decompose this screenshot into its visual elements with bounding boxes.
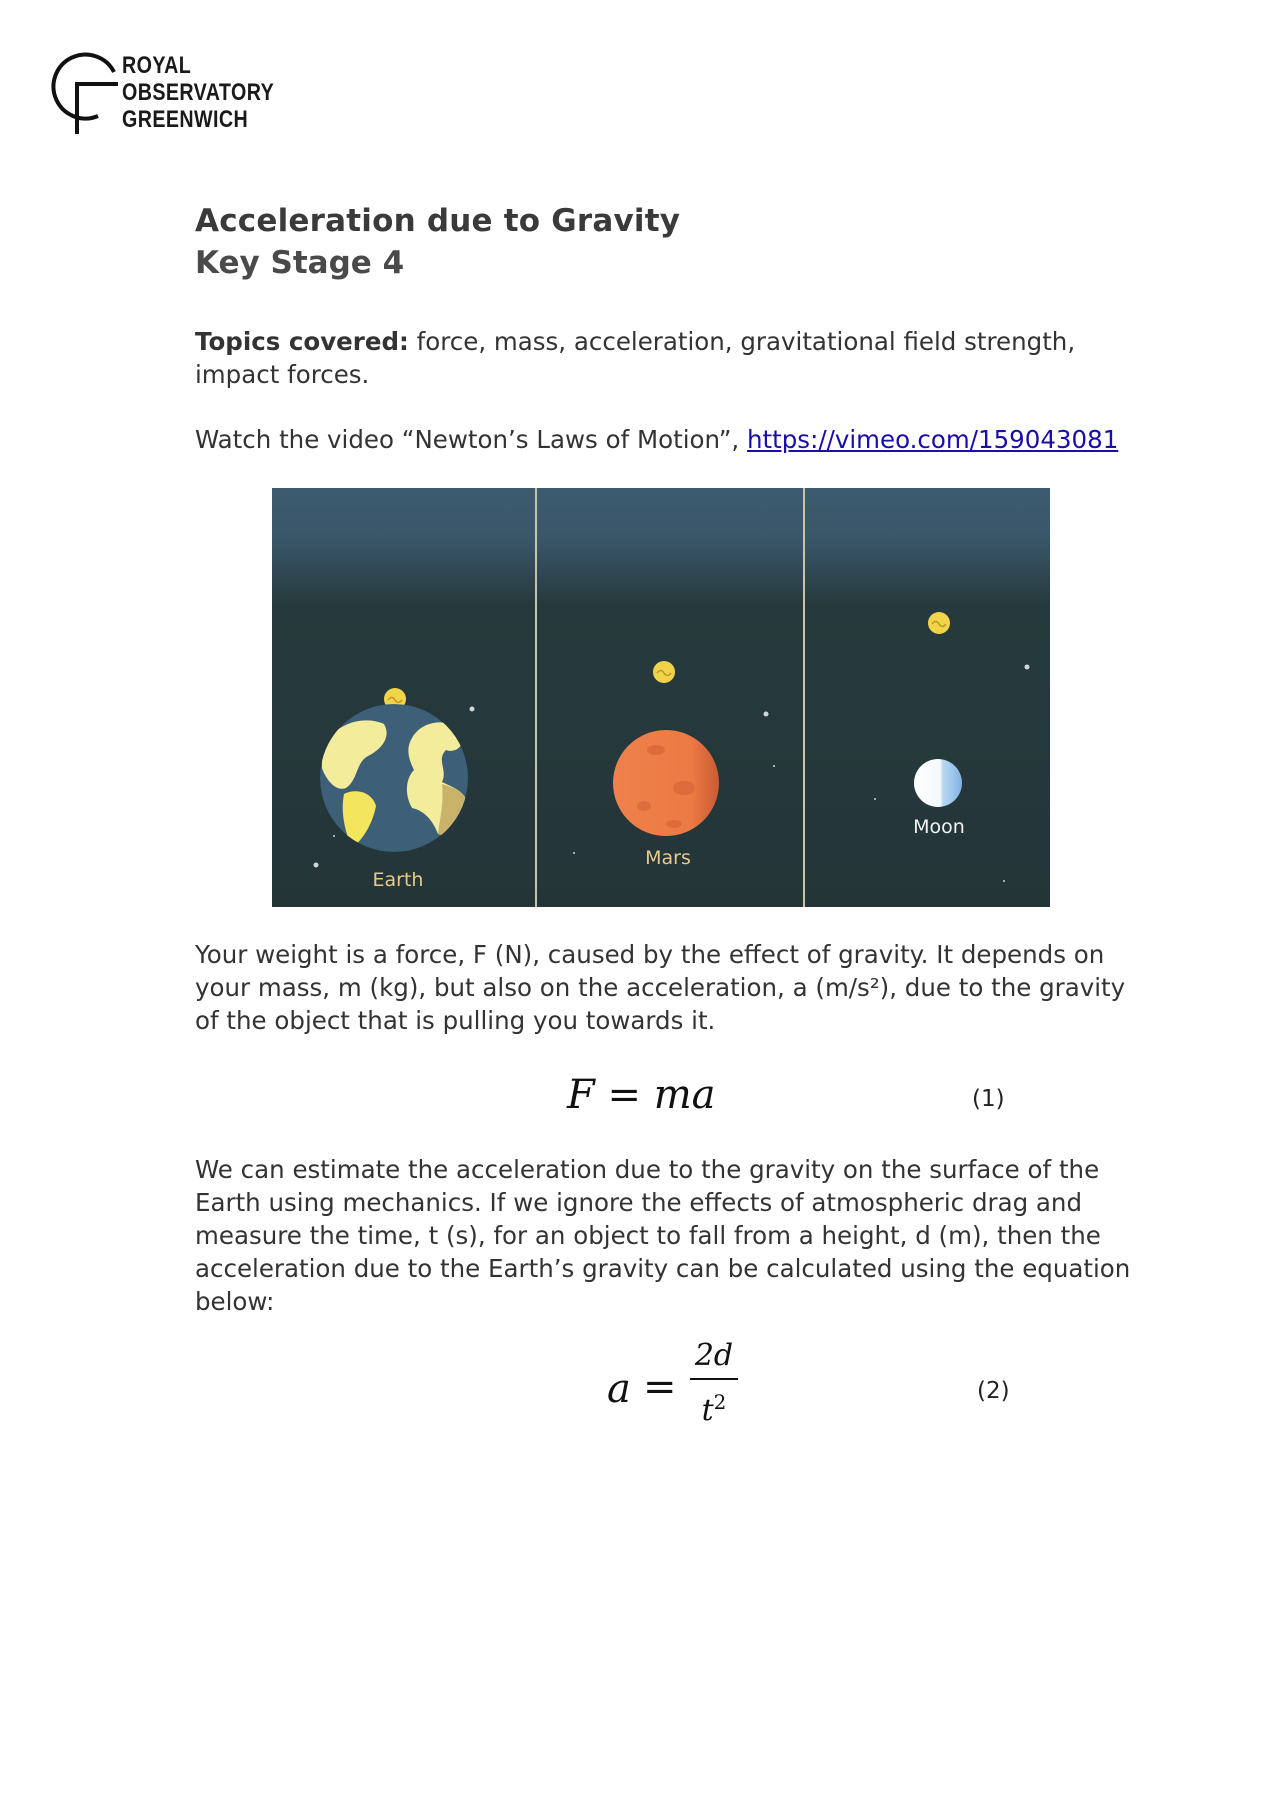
mars-planet <box>613 730 719 836</box>
denominator-base: t <box>701 1393 714 1428</box>
equation-2-equals: = <box>643 1364 677 1410</box>
watch-text: Watch the video “Newton’s Laws of Motion”, <box>195 425 748 454</box>
equation-2-numerator: 2d <box>694 1338 734 1373</box>
equation-2-lhs: a <box>607 1366 631 1412</box>
video-link[interactable]: https://vimeo.com/159043081 <box>747 425 1119 454</box>
panel-mars-bg <box>536 488 804 907</box>
equation-1: F = ma <box>567 1072 716 1118</box>
equation-2 <box>607 1338 747 1428</box>
document-body <box>195 200 1145 1428</box>
denominator-exponent: 2 <box>713 1390 727 1414</box>
rog-logo <box>42 50 282 140</box>
label-moon: Moon <box>913 816 965 838</box>
fraction-bar <box>690 1378 738 1380</box>
page-subtitle: Key Stage 4 <box>195 245 405 281</box>
logo-line-2: OBSERVATORY <box>122 79 275 106</box>
equation-1-number: (1) <box>972 1086 1005 1112</box>
equation-2-number: (2) <box>977 1378 1010 1404</box>
logo-line-1: ROYAL <box>122 52 192 79</box>
label-earth: Earth <box>372 869 424 891</box>
equation-2-denominator <box>690 1384 738 1429</box>
panel-moon-bg <box>804 488 1050 907</box>
watch-paragraph <box>195 423 1118 456</box>
topics-paragraph <box>195 325 1145 391</box>
topics-label: Topics covered: <box>195 327 409 356</box>
rog-logo-icon <box>42 50 124 136</box>
logo-wordmark <box>122 52 308 133</box>
equation-2-fraction <box>690 1338 738 1429</box>
earth-planet <box>320 704 468 852</box>
topics-text: force, mass, acceleration, gravitational field strength, impact forces. <box>195 327 1076 389</box>
weight-paragraph: Your weight is a force, F (N), caused by the effect of gravity. It depends on your mass, m (kg), but also on the acceleration, a (m/s²), due to the gravity of the object that is pulling you towards it. <box>195 940 1126 1035</box>
moon-body <box>914 759 962 807</box>
page-title: Acceleration due to Gravity <box>195 203 681 239</box>
label-mars: Mars <box>645 847 691 869</box>
logo-line-3: GREENWICH <box>122 106 249 133</box>
estimate-paragraph: We can estimate the acceleration due to the gravity on the surface of the Earth using mechanics. If we ignore the effects of atmospheric drag and measure the time, t (s), for an object to fall from a height, d (m), then the acceleration due to the Earth’s gravity can be calculated using the equation below: <box>195 1155 1131 1316</box>
gravity-figure <box>272 488 1050 907</box>
